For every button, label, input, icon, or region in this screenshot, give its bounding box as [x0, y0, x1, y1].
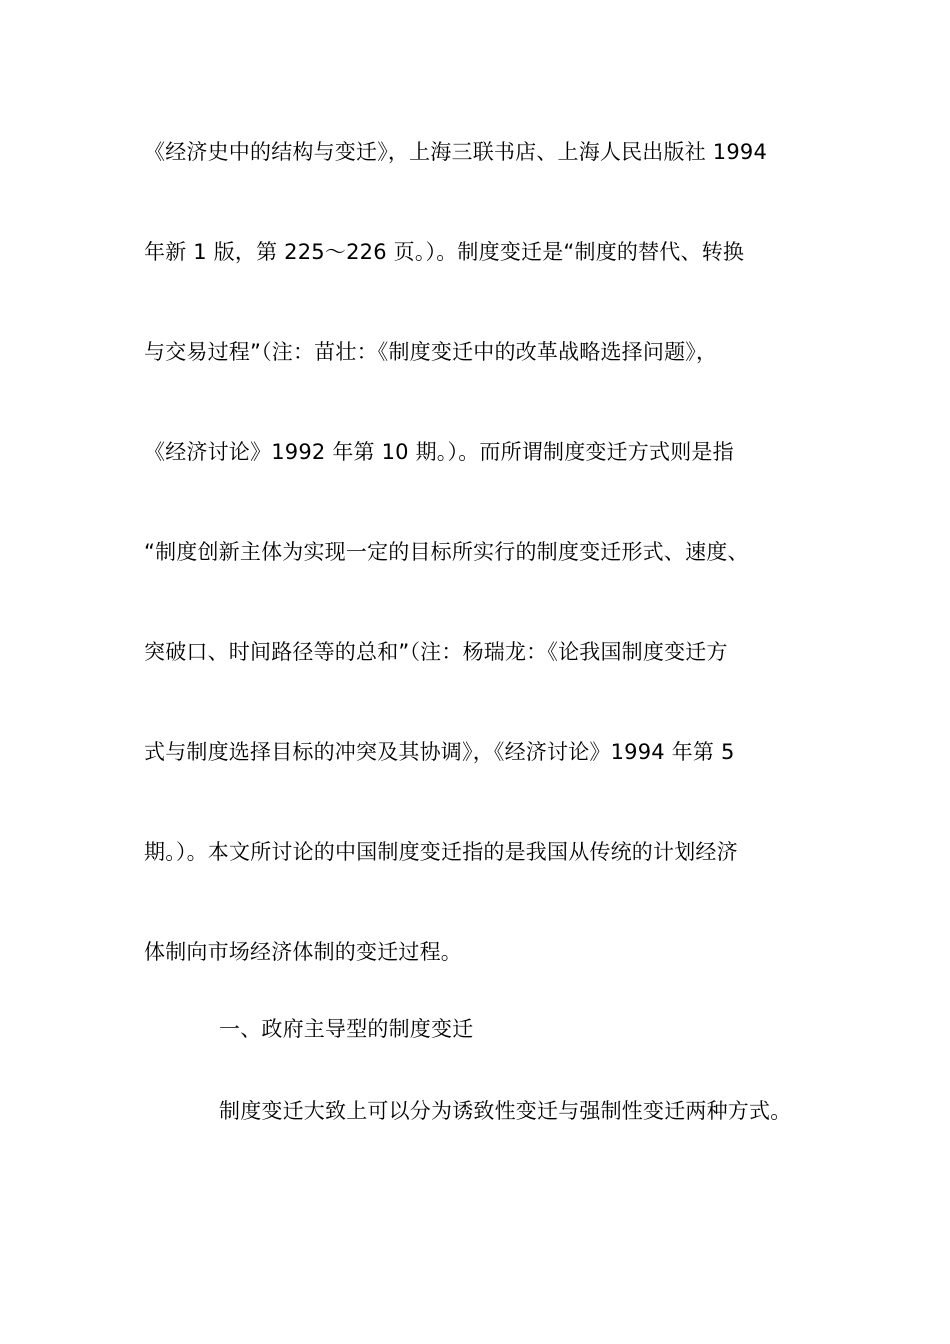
section-first-line: 制度变迁大致上可以分为诱致性变迁与强制性变迁两种方式。: [219, 1099, 792, 1123]
paragraph-line: 式与制度选择目标的冲突及其协调》，《经济讨论》1994 年第 5: [144, 740, 735, 764]
paragraph-line: 体制向市场经济体制的变迁过程。: [144, 940, 462, 964]
paragraph-line: 年新 1 版，第 225～226 页。）。制度变迁是“制度的替代、转换: [144, 240, 745, 264]
paragraph-line: “制度创新主体为实现一定的目标所实行的制度变迁形式、速度、: [144, 540, 749, 564]
paragraph-line: 《经济讨论》1992 年第 10 期。）。而所谓制度变迁方式则是指: [144, 440, 734, 464]
paragraph-line: 期。）。本文所讨论的中国制度变迁指的是我国从传统的计划经济: [144, 840, 738, 864]
paragraph-line: 与交易过程”（注：苗壮：《制度变迁中的改革战略选择问题》，: [144, 340, 718, 364]
section-heading: 一、政府主导型的制度变迁: [219, 1017, 474, 1041]
paragraph-line: 突破口、时间路径等的总和”（注：杨瑞龙：《论我国制度变迁方: [144, 640, 728, 664]
paragraph-line: 《经济史中的结构与变迁》，上海三联书店、上海人民出版社 1994: [144, 140, 768, 164]
